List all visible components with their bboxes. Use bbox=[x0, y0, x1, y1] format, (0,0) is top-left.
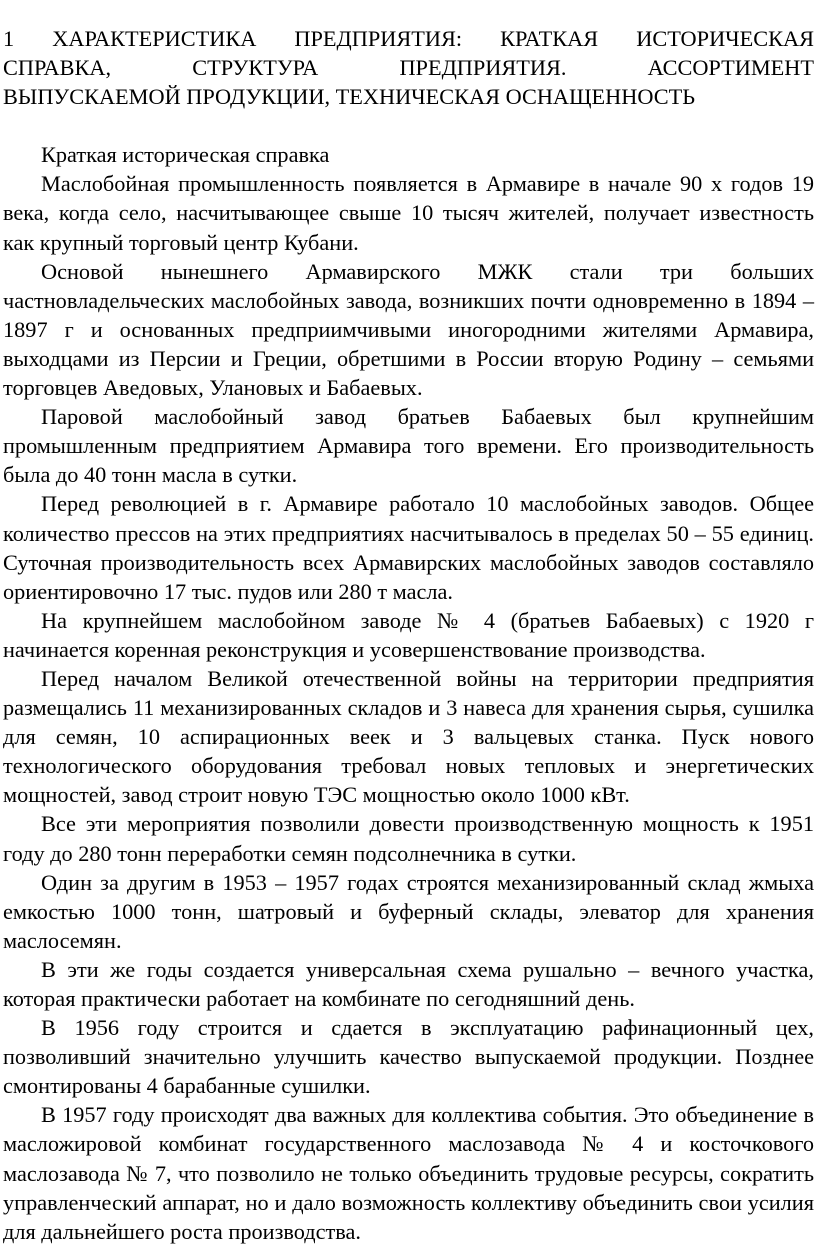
paragraph-9: В эти же годы создается универсальная схема рушально – вечного участка, которая практически работает на комбинате по сегодняшний день. bbox=[3, 956, 814, 1011]
paragraph-3: Паровой маслобойный завод братьев Бабаевых был крупнейшим промышленным предприятием Армавира того времени. Его производительность была до 40 тонн масла в сутки. bbox=[3, 404, 814, 488]
paragraph-4: Перед революцией в г. Армавире работало 10 маслобойных заводов. Общее количество прессов на этих предприятиях насчитывалось в пределах 50 – 55 единиц. Суточная производительность всех Армавирских маслобойных заводов составляло ориентировочно 17 тыс. пудов или 280 т масла. bbox=[3, 491, 814, 604]
paragraph-5: На крупнейшем маслобойном заводе № 4 (братьев Бабаевых) с 1920 г начинается коренная реконструкция и усовершенствование производства. bbox=[3, 607, 814, 662]
heading-spacer bbox=[3, 111, 814, 140]
paragraph-11: В 1957 году происходят два важных для коллектива события. Это объединение в масложировой комбинат государственного маслозавода № 4 и косточкового маслозавода № 7, что позволило не только объединить трудовые ресурсы, сократить управленческий аппарат, но и дало возможность коллективу объединить свои усилия для дальнейшего роста производства. bbox=[3, 1102, 814, 1244]
paragraph-1: Маслобойная промышленность появляется в Армавире в начале 90 х годов 19 века, когда село, насчитывающее свыше 10 тысяч жителей, получает известность как крупный торговый центр Кубани. bbox=[3, 171, 814, 255]
paragraph-6: Перед началом Великой отечественной войны на территории предприятия размещались 11 механизированных складов и 3 навеса для хранения сырья, сушилка для семян, 10 аспирационных веек и 3 вальцевых станка. Пуск нового технологического оборудования требовал новых тепловых и энергетических мощностей, завод строит новую ТЭС мощностью около 1000 кВт. bbox=[3, 665, 814, 808]
heading-line-3: ВЫПУСКАЕМОЙ ПРОДУКЦИИ, ТЕХНИЧЕСКАЯ ОСНАЩЕННОСТЬ bbox=[3, 84, 696, 110]
heading-line-1: 1 ХАРАКТЕРИСТИКА ПРЕДПРИЯТИЯ: КРАТКАЯ ИСТОРИЧЕСКАЯ bbox=[3, 26, 814, 51]
section-heading bbox=[3, 24, 814, 111]
subsection-title: Краткая историческая справка bbox=[41, 142, 330, 168]
heading-line-2: СПРАВКА, СТРУКТУРА ПРЕДПРИЯТИЯ. АССОРТИМЕНТ bbox=[3, 55, 814, 81]
paragraph-10: В 1956 году строится и сдается в эксплуатацию рафинационный цех, позволивший значительно улучшить качество выпускаемой продукции. Позднее смонтированы 4 барабанные сушилки. bbox=[3, 1015, 814, 1099]
paragraph-7: Все эти мероприятия позволили довести производственную мощность к 1951 году до 280 тонн переработки семян подсолнечника в сутки. bbox=[3, 811, 814, 866]
paragraph-8: Один за другим в 1953 – 1957 годах строятся механизированный склад жмыха емкостью 1000 тонн, шатровый и буферный склады, элеватор для хранения маслосемян. bbox=[3, 869, 814, 953]
paragraph-2: Основой нынешнего Армавирского МЖК стали три больших частновладельческих маслобойных завода, возникших почти одновременно в 1894 – 1897 г и основанных предприимчивыми иногородними жителями Армавира, выходцами из Персии и Греции, обретшими в России вторую Родину – семьями торговцев Аведовых, Улановых и Бабаевых. bbox=[3, 258, 814, 401]
